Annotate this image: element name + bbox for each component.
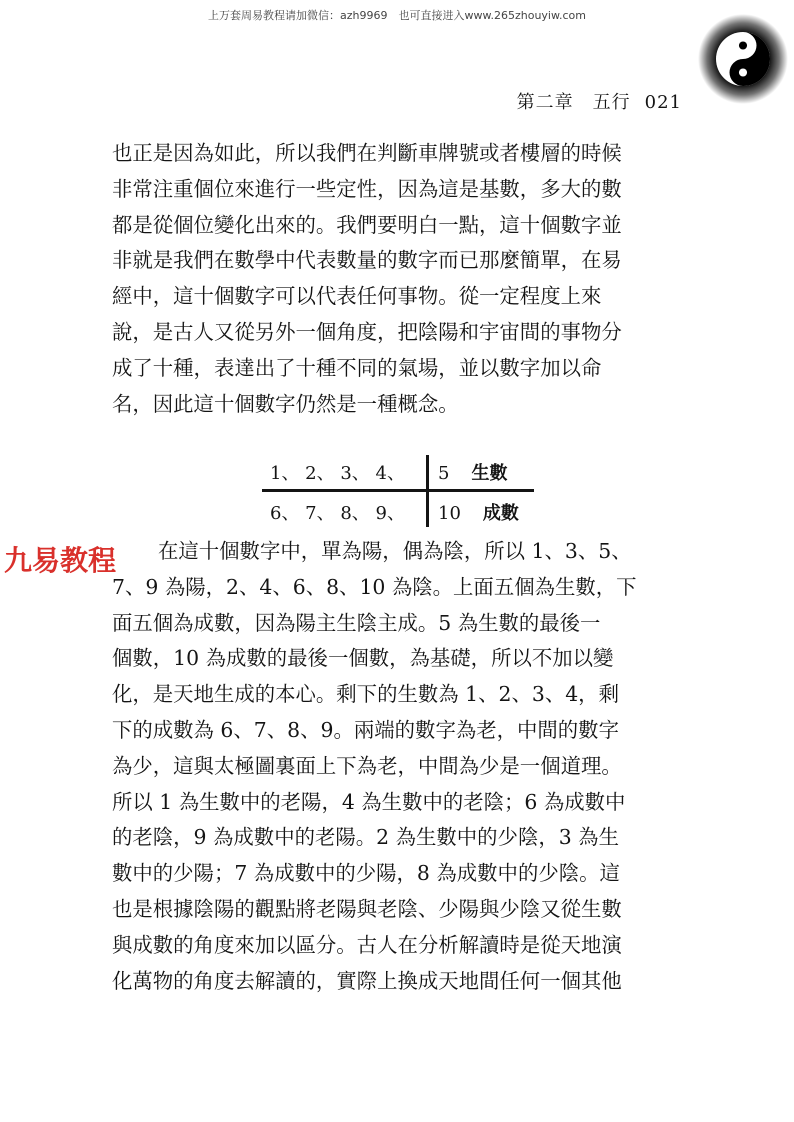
generating-number-five: 5 [438,463,450,484]
completing-label: 成數 [482,503,519,524]
text-line: 名，因此這十個數字仍然是一種概念。 [112,391,459,416]
text-line: 經中，這十個數字可以代表任何事物。從一定程度上來 [112,284,602,309]
table-divider-vertical [426,455,429,527]
generating-label: 生數 [471,463,508,484]
text-line: 在這十個數字中，單為陽，偶為陰，所以 1、3、5、 [158,539,632,563]
top-banner-text: 上万套周易教程请加微信：azh9969 也可直接进入www.265zhouyiw.com [208,9,586,22]
text-line: 數中的少陽；7 為成數中的少陽，8 為成數中的少陰。這 [112,861,620,886]
text-line: 化，是天地生成的本心。剩下的生數為 1、2、3、4，剩 [112,682,619,707]
text-line: 也是根據陰陽的觀點將老陽與老陰、少陽與少陰又從生數 [112,896,622,921]
text-line: 說，是古人又從另外一個角度，把陰陽和宇宙間的事物分 [112,319,622,344]
paragraph-1 [112,136,690,422]
chapter-title: 第二章 五行 [516,92,631,113]
text-line: 所以 1 為生數中的老陽，4 為生數中的老陰；6 為成數中 [112,789,626,814]
completing-numbers: 6、 7、 8、 9、 [270,503,405,524]
watermark-stamp: 九易教程 [4,544,117,577]
number-table [262,455,534,527]
text-line: 個數，10 為成數的最後一個數，為基礎，所以不加以變 [112,646,614,671]
page-number: 021 [644,92,682,113]
text-line: 的老陰，9 為成數中的老陽。2 為生數中的少陰，3 為生 [112,825,619,850]
text-line: 與成數的角度來加以區分。古人在分析解讀時是從天地演 [112,932,622,957]
text-line: 為少，這與太極圖裏面上下為老，中間為少是一個道理。 [112,753,622,778]
table-divider-horizontal [262,489,534,492]
text-line: 成了十種，表達出了十種不同的氣場，並以數字加以命 [112,355,602,380]
text-line: 下的成數為 6、7、8、9。兩端的數字為老，中間的數字 [112,717,619,742]
text-line: 非常注重個位來進行一些定性，因為這是基數，多大的數 [112,176,622,201]
text-line: 非就是我們在數學中代表數量的數字而已那麼簡單，在易 [112,248,622,273]
text-line: 面五個為成數，因為陽主生陰主成。5 為生數的最後一 [112,610,601,635]
completing-number-ten: 10 [438,503,461,524]
running-head [503,88,682,114]
paragraph-2 [112,534,690,999]
text-line: 化萬物的角度去解讀的，實際上換成天地間任何一個其他 [112,968,622,993]
completing-label-cell [438,499,519,525]
text-line: 都是從個位變化出來的。我們要明白一點，這十個數字並 [112,212,622,237]
generating-label-cell [438,459,507,485]
generating-numbers: 1、 2、 3、 4、 [270,463,405,484]
text-line: 7、9 為陽，2、4、6、8、10 為陰。上面五個為生數，下 [112,574,637,599]
text-line: 也正是因為如此，所以我們在判斷車牌號或者樓層的時候 [112,141,622,165]
taiji-icon [698,14,788,104]
